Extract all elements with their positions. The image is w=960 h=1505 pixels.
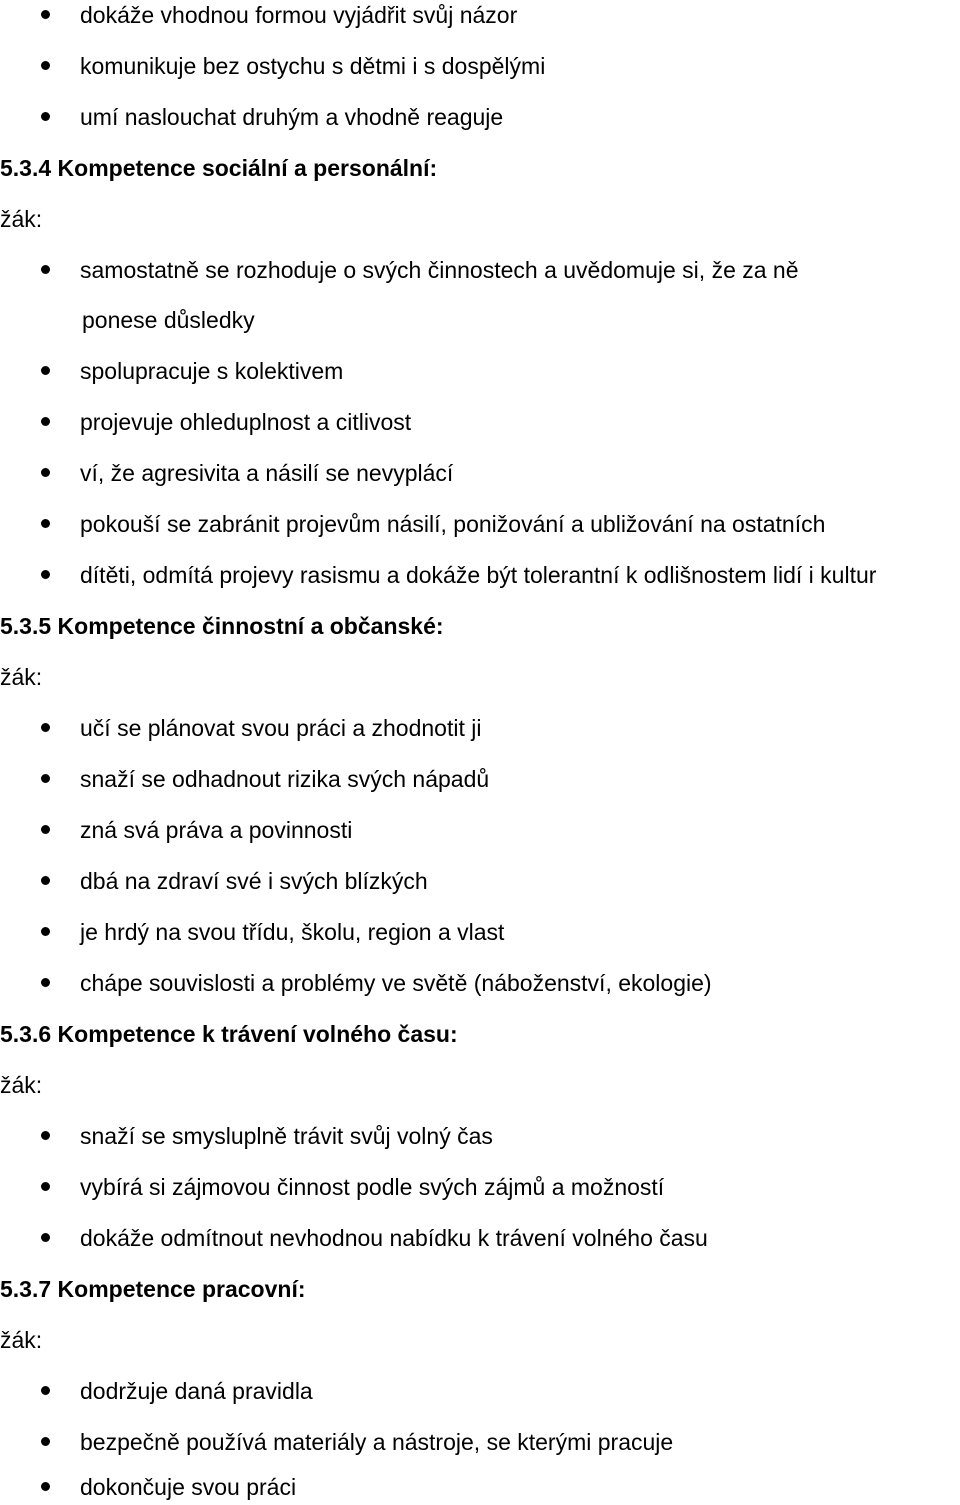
section-title: Kompetence činnostní a občanské: xyxy=(57,613,444,639)
bullet-icon xyxy=(41,1182,50,1191)
bullet-icon xyxy=(41,978,50,987)
list-item-text: samostatně se rozhoduje o svých činnostech a uvědomuje si, že za ně xyxy=(80,257,799,283)
section-heading xyxy=(0,1019,458,1049)
bullet-icon xyxy=(41,61,50,70)
bullet-icon xyxy=(41,1131,50,1140)
list-item-text: snaží se smysluplně trávit svůj volný čas xyxy=(80,1123,493,1149)
list-item-text: vybírá si zájmovou činnost podle svých zájmů a možností xyxy=(80,1174,665,1200)
bullet-icon xyxy=(41,366,50,375)
student-label: žák: xyxy=(0,1327,43,1353)
section-title: Kompetence k trávení volného času: xyxy=(57,1021,458,1047)
section-heading xyxy=(0,153,437,183)
bullet-icon xyxy=(41,876,50,885)
section-number: 5.3.7 xyxy=(0,1276,52,1302)
section-title: Kompetence sociální a personální: xyxy=(57,155,438,181)
bullet-icon xyxy=(41,927,50,936)
student-label: žák: xyxy=(0,1072,43,1098)
list-item-text: projevuje ohleduplnost a citlivost xyxy=(80,409,412,435)
bullet-icon xyxy=(41,1482,50,1491)
bullet-icon xyxy=(41,265,50,274)
section-number: 5.3.4 xyxy=(0,155,52,181)
student-label: žák: xyxy=(0,206,43,232)
list-item-text: ponese důsledky xyxy=(82,307,255,333)
list-item-text: komunikuje bez ostychu s dětmi i s dospělými xyxy=(80,53,546,79)
list-item-text: je hrdý na svou třídu, školu, region a vlast xyxy=(80,919,505,945)
bullet-icon xyxy=(41,10,50,19)
list-item-text: učí se plánovat svou práci a zhodnotit ji xyxy=(80,715,482,741)
student-label: žák: xyxy=(0,664,43,690)
list-item-text: dodržuje daná pravidla xyxy=(80,1378,313,1404)
bullet-icon xyxy=(41,570,50,579)
bullet-icon xyxy=(41,774,50,783)
bullet-icon xyxy=(41,1233,50,1242)
list-item-text: dítěti, odmítá projevy rasismu a dokáže být tolerantní k odlišnostem lidí i kultur xyxy=(80,562,877,588)
list-item-text: chápe souvislosti a problémy ve světě (náboženství, ekologie) xyxy=(80,970,712,996)
section-heading xyxy=(0,611,444,641)
list-item-text: spolupracuje s kolektivem xyxy=(80,358,344,384)
bullet-icon xyxy=(41,1386,50,1395)
list-item-text: dbá na zdraví své i svých blízkých xyxy=(80,868,428,894)
section-heading xyxy=(0,1274,306,1304)
bullet-icon xyxy=(41,1437,50,1446)
section-number: 5.3.6 xyxy=(0,1021,52,1047)
list-item-text: snaží se odhadnout rizika svých nápadů xyxy=(80,766,490,792)
bullet-icon xyxy=(41,417,50,426)
section-number: 5.3.5 xyxy=(0,613,52,639)
bullet-icon xyxy=(41,519,50,528)
section-title: Kompetence pracovní: xyxy=(57,1276,306,1302)
bullet-icon xyxy=(41,723,50,732)
list-item-text: dokáže vhodnou formou vyjádřit svůj názor xyxy=(80,2,518,28)
bullet-icon xyxy=(41,468,50,477)
list-item-text: bezpečně používá materiály a nástroje, se kterými pracuje xyxy=(80,1429,674,1455)
list-item-text: umí naslouchat druhým a vhodně reaguje xyxy=(80,104,504,130)
list-item-text: pokouší se zabránit projevům násilí, ponižování a ubližování na ostatních xyxy=(80,511,826,537)
list-item-text: dokončuje svou práci xyxy=(80,1474,297,1500)
list-item-text: dokáže odmítnout nevhodnou nabídku k trávení volného času xyxy=(80,1225,708,1251)
bullet-icon xyxy=(41,825,50,834)
bullet-icon xyxy=(41,112,50,121)
list-item-text: zná svá práva a povinnosti xyxy=(80,817,353,843)
list-item-text: ví, že agresivita a násilí se nevyplácí xyxy=(80,460,454,486)
